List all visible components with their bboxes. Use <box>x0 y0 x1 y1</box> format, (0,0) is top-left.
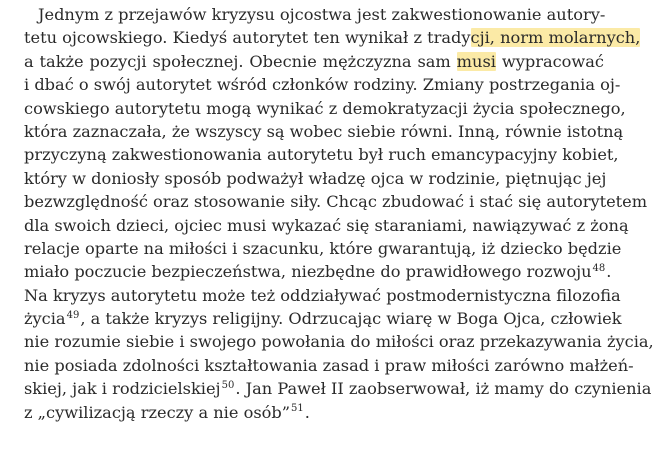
text-line: dla swoich dzieci, ojciec musi wykazać się staraniami, nawiązywać z żoną <box>24 215 629 235</box>
text-line <box>24 307 622 330</box>
text-line: cowskiego autorytetu mogą wynikać z demokratyzacji życia społecznego, <box>24 98 626 118</box>
line-segment: z „cywilizacją rzeczy a nie osób” <box>24 402 291 422</box>
line-segment: a także pozycji społecznej. Obecnie mężczyzna sam <box>24 51 457 71</box>
text-line: nie rozumie siebie i swojego powołania do miłości oraz przekazywania życia, <box>24 332 654 352</box>
text-line <box>24 401 604 424</box>
line-segment: wypracować <box>495 51 604 71</box>
text-line: która zaznaczała, że wszyscy są wobec siebie równi. Inną, równie istotną <box>24 121 624 141</box>
line-segment: skiej, jak i rodzicielskiej <box>24 379 221 399</box>
text-line: przyczyną zakwestionowania autorytetu był ruch emancypacyjny kobiet, <box>24 145 619 165</box>
text-line: który w doniosły sposób podważył władzę ojca w rodzinie, piętnując jej <box>24 168 607 188</box>
line-segment: życia <box>24 309 66 329</box>
line-segment: tetu ojcowskiego. Kiedyś autorytet ten wynikał z trady <box>24 28 471 48</box>
line-segment: . <box>304 402 310 422</box>
text-line: Na kryzys autorytetu może też oddziaływać postmodernistyczna filozofia <box>24 285 621 305</box>
text-line: i dbać o swój autorytet wśród członków rodziny. Zmiany postrzegania oj- <box>24 75 621 95</box>
footnote-ref[interactable]: 48 <box>592 262 606 274</box>
text-line <box>24 26 641 49</box>
footnote-ref[interactable]: 51 <box>291 403 304 415</box>
highlighted-text: musi <box>456 51 496 71</box>
text-line: nie posiada zdolności kształtowania zasad i praw miłości zarówno małżeń- <box>24 355 634 375</box>
line-segment: , a także kryzys religijny. Odrzucając wiarę w Boga Ojca, człowiek <box>80 309 622 329</box>
highlighted-text: cji, norm molarnych, <box>470 28 641 48</box>
line-segment: . Jan Paweł II zaobserwował, iż mamy do czynienia <box>235 379 652 399</box>
text-line <box>24 50 604 73</box>
text-line: relacje oparte na miłości i szacunku, które gwarantują, iż dziecko będzie <box>24 238 622 258</box>
body-paragraph <box>24 3 654 424</box>
footnote-ref[interactable]: 50 <box>221 379 235 391</box>
line-segment: miało poczucie bezpieczeństwa, niezbędne do prawidłowego rozwoju <box>24 262 592 282</box>
text-line <box>24 377 652 400</box>
text-line: bezwzględność oraz stosowanie siły. Chcąc zbudować i stać się autorytetem <box>24 192 648 212</box>
footnote-ref[interactable]: 49 <box>66 309 80 321</box>
text-line: Jednym z przejawów kryzysu ojcostwa jest zakwestionowanie autory- <box>38 5 606 24</box>
text-line: miało poczucie bezpieczeństwa, niezbędne do prawidłowego rozwoju$^{48}$. <box>24 262 612 282</box>
